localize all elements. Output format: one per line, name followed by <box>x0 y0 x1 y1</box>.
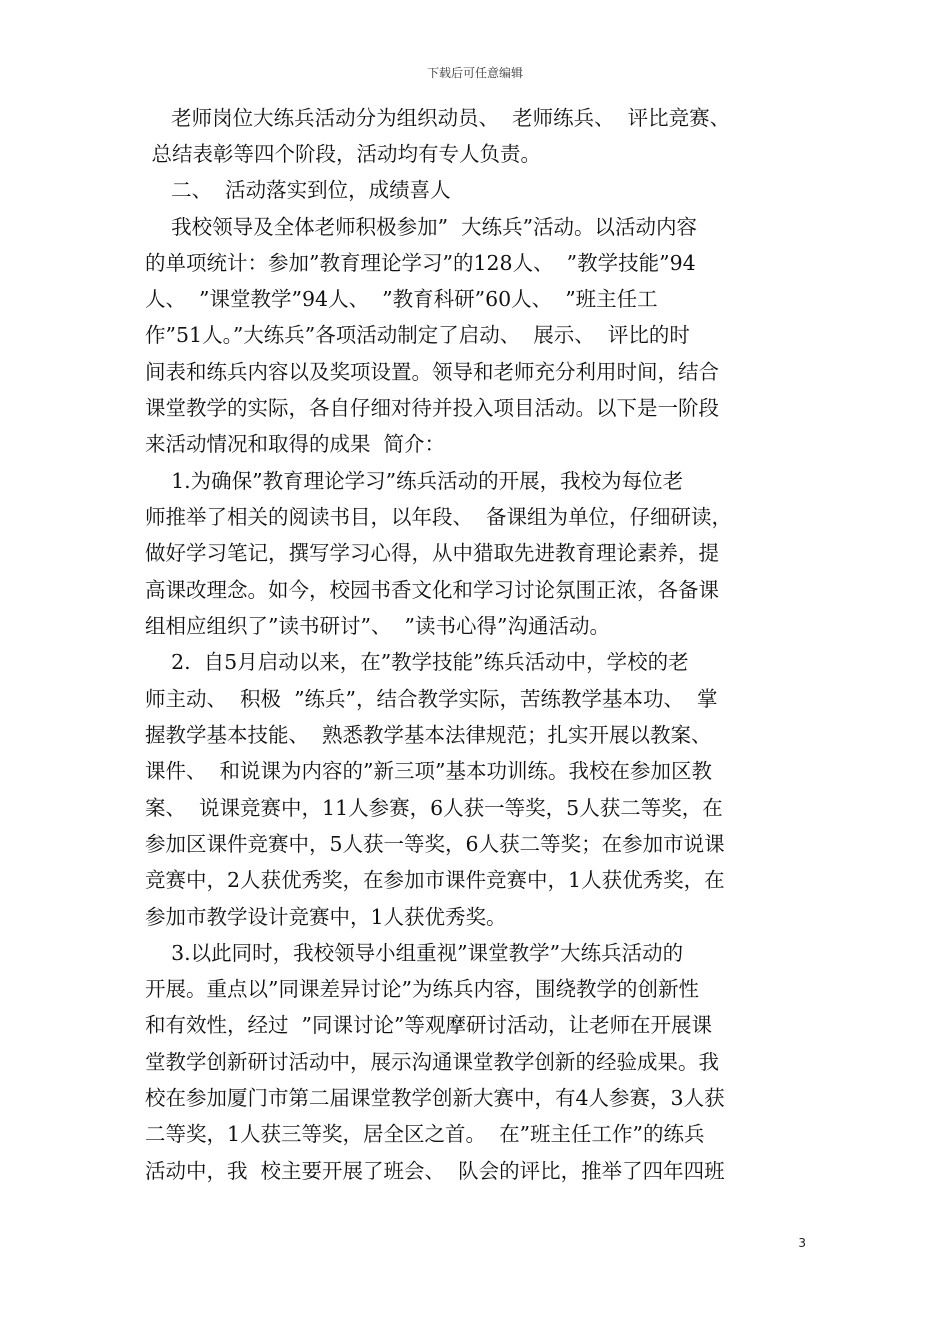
text-line: 堂教学创新研讨活动中，展示沟通课堂教学创新的经验成果。我 <box>145 1050 719 1074</box>
text-line: 开展。重点以”同课差异讨论”为练兵内容，围绕教学的创新性 <box>145 977 699 1001</box>
text-line: 间表和练兵内容以及奖项设置。领导和老师充分利用时间，结合 <box>145 360 719 384</box>
text-line: 做好学习笔记，撰写学习心得，从中猎取先进教育理论素养，提 <box>145 541 719 565</box>
text-line: 参加区课件竞赛中，5人获一等奖，6人获二等奖；在参加市说课 <box>145 832 725 856</box>
text-line: 高课改理念。如今，校园书香文化和学习讨论氛围正浓，各备课 <box>145 578 719 602</box>
text-line: 二、 活动落实到位，成绩喜人 <box>145 178 451 202</box>
text-line: 的单项统计：参加”教育理论学习”的128人、 ”教学技能”94 <box>145 251 696 275</box>
page-header: 下载后可任意编辑 <box>426 66 523 80</box>
text-line: 课件、 和说课为内容的”新三项”基本功训练。我校在参加区教 <box>145 759 712 783</box>
text-line: 来活动情况和取得的成果 简介： <box>145 432 446 456</box>
text-line: 校在参加厦门市第二届课堂教学创新大赛中，有4人参赛，3人获 <box>145 1086 725 1110</box>
text-line: 活动中，我 校主要开展了班会、 队会的评比，推举了四年四班 <box>145 1159 725 1183</box>
text-line: 组相应组织了”读书研讨”、 ”读书心得”沟通活动。 <box>145 614 610 638</box>
text-line: 课堂教学的实际，各自仔细对待并投入项目活动。以下是一阶段 <box>145 396 719 420</box>
text-line: 二等奖，1人获三等奖，居全区之首。 在”班主任工作”的练兵 <box>145 1122 705 1146</box>
text-line: 总结表彰等四个阶段，活动均有专人负责。 <box>145 142 542 166</box>
text-line: 人、 ”课堂教学”94人、 ”教育科研”60人、 ”班主任工 <box>145 287 658 311</box>
text-line: 师主动、 积极 ”练兵”，结合教学实际，苦练教学基本功、 掌 <box>145 687 718 711</box>
text-line: 竞赛中，2人获优秀奖，在参加市课件竞赛中，1人获优秀奖，在 <box>145 868 725 892</box>
text-line: 1.为确保”教育理论学习”练兵活动的开展，我校为每位老 <box>145 469 684 493</box>
text-line: 我校领导及全体老师积极参加” 大练兵”活动。以活动内容 <box>145 215 698 239</box>
text-line: 老师岗位大练兵活动分为组织动员、 老师练兵、 评比竞赛、 <box>145 106 731 130</box>
page-number: 3 <box>798 1236 806 1250</box>
text-line: 3.以此同时，我校领导小组重视”课堂教学”大练兵活动的 <box>145 941 684 965</box>
text-line: 师推举了相关的阅读书目，以年段、 备课组为单位，仔细研读， <box>145 505 733 529</box>
text-line: 参加市教学设计竞赛中，1人获优秀奖。 <box>145 905 507 929</box>
text-line: 2. 自5月启动以来，在”教学技能”练兵活动中，学校的老 <box>145 650 689 674</box>
text-line: 案、 说课竞赛中，11人参赛，6人获一等奖，5人获二等奖，在 <box>145 796 723 820</box>
text-line: 握教学基本技能、 熟悉教学基本法律规范；扎实开展以教案、 <box>145 723 712 747</box>
text-line: 作”51人。”大练兵”各项活动制定了启动、 展示、 评比的时 <box>145 323 690 347</box>
text-line: 和有效性，经过 ”同课讨论”等观摩研讨活动，让老师在开展课 <box>145 1013 712 1037</box>
